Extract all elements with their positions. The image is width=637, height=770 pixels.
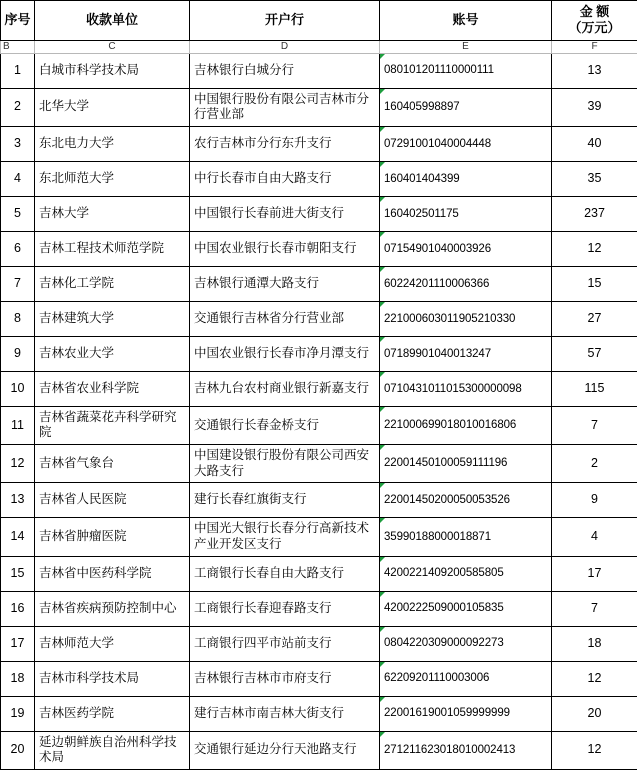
table-row <box>1 196 637 231</box>
cell-account[interactable]: 4200221409200585805 <box>380 556 552 591</box>
table-row <box>1 731 637 769</box>
cell-amount[interactable]: 17 <box>552 556 637 591</box>
cell-seq[interactable]: 11 <box>1 406 35 444</box>
cell-account[interactable]: 22001619001059999999 <box>380 696 552 731</box>
table-row <box>1 336 637 371</box>
cell-amount[interactable]: 12 <box>552 731 637 769</box>
cell-unit[interactable]: 吉林省气象台 <box>35 445 190 483</box>
cell-amount[interactable]: 115 <box>552 371 637 406</box>
header-amount-line2: （万元） <box>554 20 635 36</box>
cell-unit[interactable]: 北华大学 <box>35 88 190 126</box>
cell-amount[interactable]: 20 <box>552 696 637 731</box>
header-amount-line1: 金 额 <box>554 4 635 20</box>
column-letter-b[interactable]: B <box>1 40 35 53</box>
cell-account[interactable]: 0710431011015300000098 <box>380 371 552 406</box>
cell-seq[interactable]: 18 <box>1 661 35 696</box>
cell-account[interactable]: 271211623018010002413 <box>380 731 552 769</box>
column-letter-d[interactable]: D <box>190 40 380 53</box>
header-unit: 收款单位 <box>35 1 190 41</box>
header-bank: 开户行 <box>190 1 380 41</box>
cell-account[interactable]: 080101201110000111 <box>380 53 552 88</box>
cell-account[interactable]: 60224201110006366 <box>380 266 552 301</box>
cell-seq[interactable]: 4 <box>1 161 35 196</box>
cell-seq[interactable]: 16 <box>1 591 35 626</box>
cell-account[interactable]: 22001450200050053526 <box>380 483 552 518</box>
cell-account[interactable]: 07154901040003926 <box>380 231 552 266</box>
cell-bank[interactable]: 吉林银行通潭大路支行 <box>190 266 380 301</box>
cell-bank[interactable]: 工商银行长春迎春路支行 <box>190 591 380 626</box>
cell-unit[interactable]: 吉林师范大学 <box>35 626 190 661</box>
cell-seq[interactable]: 7 <box>1 266 35 301</box>
cell-amount[interactable]: 18 <box>552 626 637 661</box>
column-letter-c[interactable]: C <box>35 40 190 53</box>
cell-account[interactable]: 4200222509000105835 <box>380 591 552 626</box>
cell-account[interactable]: 160401404399 <box>380 161 552 196</box>
cell-unit[interactable]: 东北电力大学 <box>35 126 190 161</box>
table-row <box>1 126 637 161</box>
table-row <box>1 371 637 406</box>
table-row <box>1 445 637 483</box>
cell-seq[interactable]: 15 <box>1 556 35 591</box>
cell-amount[interactable]: 2 <box>552 445 637 483</box>
cell-unit[interactable]: 延边朝鲜族自治州科学技术局 <box>35 731 190 769</box>
table-body <box>1 53 637 769</box>
cell-amount[interactable]: 57 <box>552 336 637 371</box>
cell-unit[interactable]: 吉林省农业科学院 <box>35 371 190 406</box>
cell-seq[interactable]: 20 <box>1 731 35 769</box>
cell-account[interactable]: 0804220309000092273 <box>380 626 552 661</box>
cell-unit[interactable]: 吉林农业大学 <box>35 336 190 371</box>
cell-account[interactable]: 07291001040004448 <box>380 126 552 161</box>
cell-account[interactable]: 221000603011905210330 <box>380 301 552 336</box>
cell-seq[interactable]: 19 <box>1 696 35 731</box>
cell-seq[interactable]: 8 <box>1 301 35 336</box>
cell-seq[interactable]: 2 <box>1 88 35 126</box>
cell-bank[interactable]: 工商银行长春自由大路支行 <box>190 556 380 591</box>
cell-amount[interactable]: 35 <box>552 161 637 196</box>
table-row <box>1 518 637 556</box>
cell-bank[interactable]: 中国农业银行长春市朝阳支行 <box>190 231 380 266</box>
cell-seq[interactable]: 5 <box>1 196 35 231</box>
cell-bank[interactable]: 工商银行四平市站前支行 <box>190 626 380 661</box>
cell-seq[interactable]: 14 <box>1 518 35 556</box>
cell-unit[interactable]: 吉林省中医药科学院 <box>35 556 190 591</box>
header-seq: 序号 <box>1 1 35 41</box>
cell-unit[interactable]: 吉林省蔬菜花卉科学研究院 <box>35 406 190 444</box>
cell-bank[interactable]: 建行长春红旗街支行 <box>190 483 380 518</box>
cell-amount[interactable]: 7 <box>552 591 637 626</box>
cell-unit[interactable]: 吉林省疾病预防控制中心 <box>35 591 190 626</box>
cell-amount[interactable]: 27 <box>552 301 637 336</box>
cell-seq[interactable]: 10 <box>1 371 35 406</box>
cell-bank[interactable]: 交通银行长春金桥支行 <box>190 406 380 444</box>
cell-bank[interactable]: 中行长春市自由大路支行 <box>190 161 380 196</box>
header-amount <box>552 1 637 41</box>
cell-amount[interactable]: 7 <box>552 406 637 444</box>
table-row <box>1 231 637 266</box>
column-letter-e[interactable]: E <box>380 40 552 53</box>
cell-amount[interactable]: 15 <box>552 266 637 301</box>
cell-unit[interactable]: 吉林化工学院 <box>35 266 190 301</box>
cell-amount[interactable]: 9 <box>552 483 637 518</box>
table-row <box>1 161 637 196</box>
table-row <box>1 591 637 626</box>
cell-bank[interactable]: 吉林九台农村商业银行新嘉支行 <box>190 371 380 406</box>
table-row <box>1 626 637 661</box>
header-account: 账号 <box>380 1 552 41</box>
table-row <box>1 696 637 731</box>
cell-account[interactable]: 221000699018010016806 <box>380 406 552 444</box>
table-row <box>1 661 637 696</box>
cell-seq[interactable]: 6 <box>1 231 35 266</box>
table-row <box>1 406 637 444</box>
cell-bank[interactable]: 中国光大银行长春分行高新技术产业开发区支行 <box>190 518 380 556</box>
column-letter-row <box>1 40 637 53</box>
cell-unit[interactable]: 吉林省肿瘤医院 <box>35 518 190 556</box>
cell-account[interactable]: 160402501175 <box>380 196 552 231</box>
cell-seq[interactable]: 12 <box>1 445 35 483</box>
cell-unit[interactable]: 吉林大学 <box>35 196 190 231</box>
column-letter-f[interactable]: F <box>552 40 637 53</box>
cell-amount[interactable]: 39 <box>552 88 637 126</box>
table-row <box>1 301 637 336</box>
cell-bank[interactable]: 中国银行长春前进大街支行 <box>190 196 380 231</box>
cell-amount[interactable]: 237 <box>552 196 637 231</box>
cell-unit[interactable]: 吉林省人民医院 <box>35 483 190 518</box>
cell-bank[interactable]: 吉林银行吉林市市府支行 <box>190 661 380 696</box>
cell-unit[interactable]: 吉林工程技术师范学院 <box>35 231 190 266</box>
cell-amount[interactable]: 40 <box>552 126 637 161</box>
cell-bank[interactable]: 中国建设银行股份有限公司西安大路支行 <box>190 445 380 483</box>
cell-bank[interactable]: 农行吉林市分行东升支行 <box>190 126 380 161</box>
table-row <box>1 483 637 518</box>
table-row <box>1 266 637 301</box>
cell-seq[interactable]: 1 <box>1 53 35 88</box>
cell-account[interactable]: 35990188000018871 <box>380 518 552 556</box>
cell-bank[interactable]: 建行吉林市南吉林大街支行 <box>190 696 380 731</box>
cell-bank[interactable]: 吉林银行白城分行 <box>190 53 380 88</box>
cell-unit[interactable]: 吉林市科学技术局 <box>35 661 190 696</box>
cell-amount[interactable]: 13 <box>552 53 637 88</box>
cell-account[interactable]: 160405998897 <box>380 88 552 126</box>
cell-bank[interactable]: 中国银行股份有限公司吉林市分行营业部 <box>190 88 380 126</box>
cell-unit[interactable]: 东北师范大学 <box>35 161 190 196</box>
cell-unit[interactable]: 吉林医药学院 <box>35 696 190 731</box>
table-row <box>1 556 637 591</box>
cell-seq[interactable]: 17 <box>1 626 35 661</box>
cell-unit[interactable]: 吉林建筑大学 <box>35 301 190 336</box>
cell-bank[interactable]: 交通银行延边分行天池路支行 <box>190 731 380 769</box>
table-row <box>1 53 637 88</box>
cell-amount[interactable]: 12 <box>552 661 637 696</box>
table-row <box>1 88 637 126</box>
cell-amount[interactable]: 12 <box>552 231 637 266</box>
cell-account[interactable]: 07189901040013247 <box>380 336 552 371</box>
cell-bank[interactable]: 中国农业银行长春市净月潭支行 <box>190 336 380 371</box>
cell-seq[interactable]: 9 <box>1 336 35 371</box>
cell-seq[interactable]: 13 <box>1 483 35 518</box>
table-header-row <box>1 1 637 41</box>
cell-seq[interactable]: 3 <box>1 126 35 161</box>
cell-bank[interactable]: 交通银行吉林省分行营业部 <box>190 301 380 336</box>
cell-unit[interactable]: 白城市科学技术局 <box>35 53 190 88</box>
cell-amount[interactable]: 4 <box>552 518 637 556</box>
cell-account[interactable]: 62209201110003006 <box>380 661 552 696</box>
cell-account[interactable]: 22001450100059111196 <box>380 445 552 483</box>
